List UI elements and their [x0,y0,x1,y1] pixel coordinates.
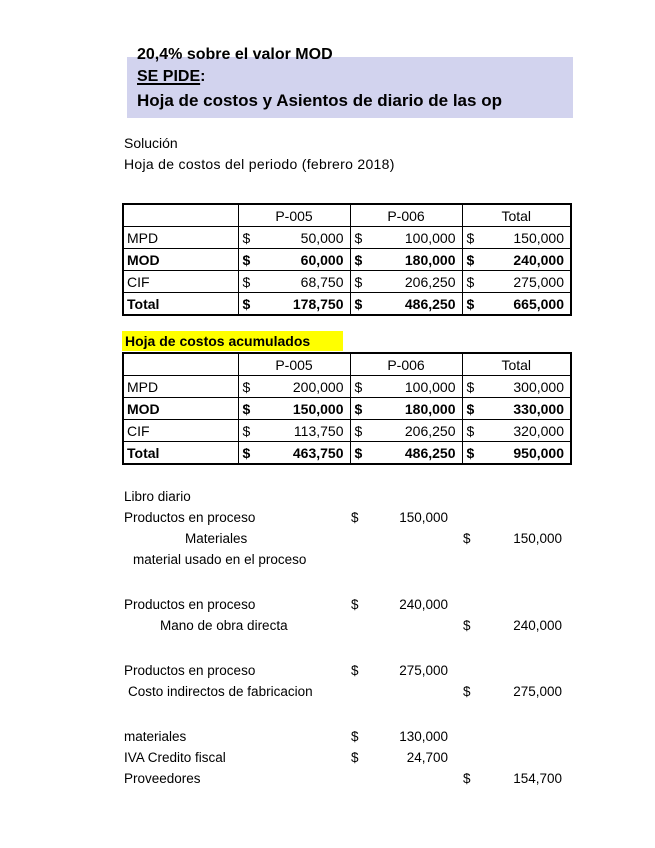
period-table-row-label: MPD [123,227,238,249]
accumulated-table-col-header [123,353,238,376]
period-sheet-subtitle: Hoja de costos del periodo (febrero 2018) [124,156,395,172]
currency-symbol: $ [242,251,251,268]
period-table-amount: 206,250 [404,273,456,290]
journal-row [124,768,564,789]
journal-debit-amount: 275,000 [399,663,448,678]
period-table-value-cell [238,271,350,293]
period-table-col-header [123,204,238,227]
currency-symbol: $ [354,400,363,417]
journal-row [124,594,564,615]
journal-row [124,747,564,768]
period-table-col-header: P-006 [350,204,462,227]
journal-account-label: Productos en proceso [124,597,256,612]
accumulated-table-value-cell [462,420,571,442]
currency-symbol: $ [466,229,475,246]
journal-spacer [124,702,564,726]
currency-symbol: $ [351,510,359,525]
journal-account-label: Proveedores [124,771,201,786]
journal-credit-amount: 150,000 [513,531,562,546]
period-table-row [123,293,571,316]
journal-account-label: Productos en proceso [124,663,256,678]
accumulated-table-amount: 486,250 [404,444,456,461]
period-table-amount: 240,000 [513,251,564,268]
accumulated-table-value-cell [350,442,462,465]
journal-account-label: Costo indirectos de fabricacion [128,684,313,699]
period-table-value-cell [238,249,350,271]
accumulated-table-value-cell [238,398,350,420]
journal-credit-cell [463,528,562,549]
journal-debit-amount: 24,700 [406,750,448,765]
currency-symbol: $ [351,663,359,678]
accumulated-table-value-cell [350,398,462,420]
currency-symbol: $ [242,444,251,461]
currency-symbol: $ [354,229,363,246]
accumulated-table-amount: 100,000 [404,378,456,395]
period-table-amount: 150,000 [513,229,564,246]
journal-debit-cell [351,726,448,747]
accumulated-table-amount: 206,250 [404,422,456,439]
currency-symbol: $ [466,444,475,461]
accumulated-table-amount: 150,000 [292,400,344,417]
currency-symbol: $ [242,229,251,246]
solution-label: Solución [124,135,178,151]
period-table-row [123,271,571,293]
accumulated-table-col-header: P-006 [350,353,462,376]
period-table-value-cell [462,249,571,271]
accumulated-table-row-label: CIF [123,420,238,442]
currency-symbol: $ [354,422,363,439]
journal-account-label: materiales [124,729,187,744]
se-pide-colon: : [200,68,206,85]
period-table-amount: 178,750 [292,295,344,312]
period-table-value-cell [462,227,571,249]
currency-symbol: $ [242,400,251,417]
journal-debit-amount: 130,000 [399,729,448,744]
accumulated-table-value-cell [238,376,350,398]
currency-symbol: $ [466,295,475,312]
currency-symbol: $ [466,378,475,395]
period-table-amount: 275,000 [513,273,564,290]
journal-credit-cell [463,681,562,702]
accumulated-table-amount: 950,000 [513,444,564,461]
accumulated-table-value-cell [238,442,350,465]
journal-spacer [124,570,564,594]
period-table-amount: 180,000 [404,251,456,268]
journal-debit-cell [351,594,448,615]
period-table-amount: 50,000 [300,229,344,246]
journal-credit-amount: 154,700 [513,771,562,786]
se-pide-heading [137,66,573,88]
accumulated-table-row-label: MPD [123,376,238,398]
accumulated-table-row-label: Total [123,442,238,465]
accumulated-table-amount: 113,750 [293,422,344,439]
period-table-row [123,249,571,271]
currency-symbol: $ [351,597,359,612]
accumulated-table-amount: 300,000 [513,378,564,395]
period-table-col-header: Total [462,204,571,227]
currency-symbol: $ [463,531,471,546]
period-table-value-cell [350,271,462,293]
journal-credit-amount: 275,000 [513,684,562,699]
journal-row [124,726,564,747]
accumulated-table-header-row [123,353,571,376]
accumulated-table-row [123,376,571,398]
period-cost-table [122,203,572,316]
accumulated-table-amount: 320,000 [513,422,564,439]
journal-debit-amount: 240,000 [399,597,448,612]
currency-symbol: $ [354,251,363,268]
currency-symbol: $ [351,729,359,744]
currency-symbol: $ [354,444,363,461]
period-table-value-cell [350,293,462,316]
period-table-row-label: CIF [123,271,238,293]
period-table-value-cell [462,293,571,316]
journal-debit-cell [351,507,448,528]
period-table-amount: 68,750 [300,273,344,290]
period-table-value-cell [238,227,350,249]
journal-row [124,549,564,570]
journal-debit-cell [351,660,448,681]
currency-symbol: $ [463,771,471,786]
currency-symbol: $ [466,422,475,439]
accumulated-table-col-header: Total [462,353,571,376]
currency-symbol: $ [466,251,475,268]
problem-statement-band [127,46,573,118]
currency-symbol: $ [466,400,475,417]
currency-symbol: $ [242,378,251,395]
accumulated-table-value-cell [462,398,571,420]
period-table-amount: 486,250 [404,295,456,312]
journal-row [124,528,564,549]
period-table-value-cell [238,293,350,316]
journal-spacer [124,636,564,660]
journal-credit-cell [463,768,562,789]
se-pide-label: SE PIDE [137,68,201,85]
period-table-amount: 60,000 [300,251,344,268]
accumulated-table-amount: 180,000 [404,400,456,417]
journal-row [124,615,564,636]
accumulated-cost-table [122,352,572,465]
currency-symbol: $ [463,684,471,699]
request-line: Hoja de costos y Asientos de diario de las op [137,91,502,110]
currency-symbol: $ [242,273,251,290]
journal-title: Libro diario [124,489,191,504]
period-table-value-cell [350,249,462,271]
accumulated-table-value-cell [350,420,462,442]
accumulated-table-value-cell [462,376,571,398]
accumulated-table-amount: 463,750 [292,444,344,461]
currency-symbol: $ [354,378,363,395]
journal-credit-amount: 240,000 [513,618,562,633]
journal-account-label: Materiales [185,531,248,546]
journal-section [124,486,564,789]
accumulated-table-row [123,398,571,420]
accumulated-table-value-cell [462,442,571,465]
journal-account-label: Mano de obra directa [160,618,288,633]
accumulated-table-row-label: MOD [123,398,238,420]
accumulated-table-col-header: P-005 [238,353,350,376]
currency-symbol: $ [463,618,471,633]
currency-symbol: $ [242,422,251,439]
currency-symbol: $ [351,750,359,765]
period-table-row [123,227,571,249]
period-table-col-header: P-005 [238,204,350,227]
accumulated-title: Hoja de costos acumulados [122,331,343,351]
journal-row [124,660,564,681]
accumulated-table-row [123,442,571,465]
accumulated-table-value-cell [238,420,350,442]
journal-account-label: material usado en el proceso [133,552,307,567]
clipped-text-line: 20,4% sobre el valor MOD [137,46,333,63]
accumulated-table-row [123,420,571,442]
journal-account-label: Productos en proceso [124,510,256,525]
journal-row [124,507,564,528]
journal-account-label: IVA Credito fiscal [124,750,226,765]
period-table-row-label: MOD [123,249,238,271]
accumulated-table-amount: 330,000 [513,400,564,417]
journal-row [124,681,564,702]
period-table-amount: 100,000 [404,229,456,246]
journal-debit-cell [351,747,448,768]
journal-credit-cell [463,615,562,636]
period-table-header-row [123,204,571,227]
currency-symbol: $ [466,273,475,290]
currency-symbol: $ [354,273,363,290]
journal-debit-amount: 150,000 [399,510,448,525]
period-table-amount: 665,000 [513,295,564,312]
currency-symbol: $ [354,295,363,312]
period-table-value-cell [350,227,462,249]
accumulated-table-value-cell [350,376,462,398]
currency-symbol: $ [242,295,251,312]
period-table-value-cell [462,271,571,293]
period-table-row-label: Total [123,293,238,316]
accumulated-table-amount: 200,000 [292,378,344,395]
